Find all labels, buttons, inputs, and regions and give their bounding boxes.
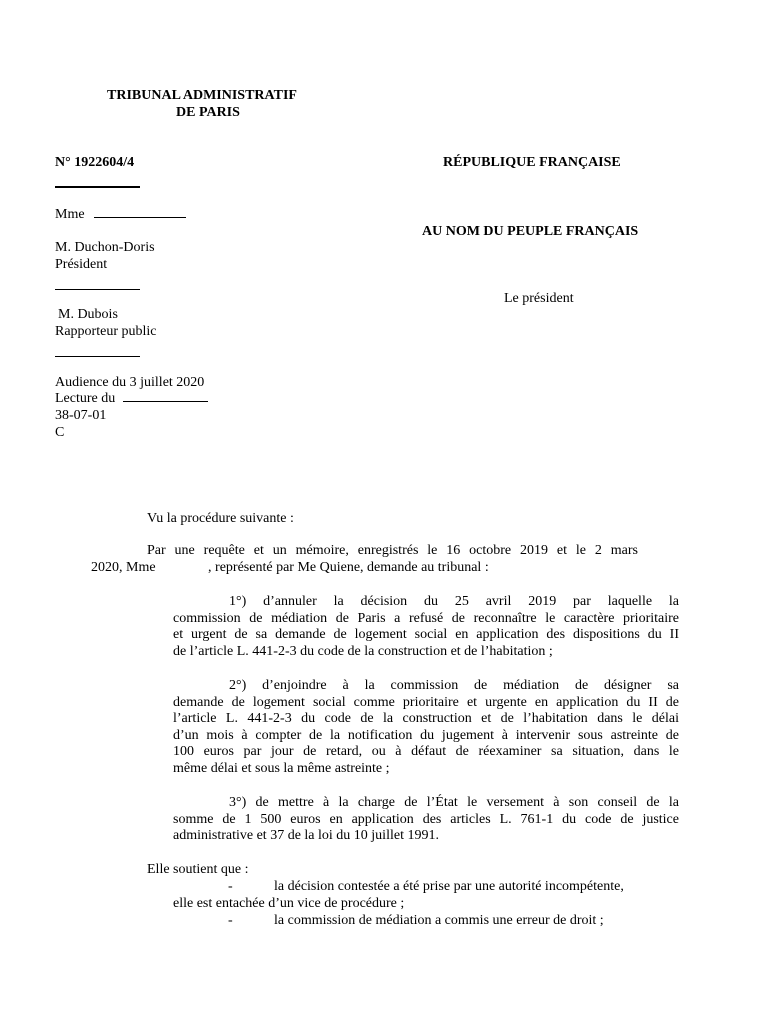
rapporteur-name: M. Dubois (58, 307, 118, 322)
applicant-prefix: Mme (55, 207, 85, 222)
point-2-line: l’article L. 441-2-3 du code de la construction et de l’habitation dans le délai (173, 711, 679, 726)
applicant-name-blank (94, 217, 186, 218)
argument-2-line-1: la commission de médiation a commis une erreur de droit ; (274, 913, 604, 928)
republic-heading: RÉPUBLIQUE FRANÇAISE (443, 155, 621, 170)
court-name-line1: TRIBUNAL ADMINISTRATIF (107, 88, 297, 103)
rapporteur-title: Rapporteur public (55, 324, 157, 339)
request-paragraph-first (147, 543, 638, 560)
point-2-line: d’un mois à compter de la notification du jugement à intervenir sous astreinte de (173, 727, 679, 743)
publication-letter: C (55, 425, 65, 440)
case-number: N° 1922604/4 (55, 155, 135, 170)
request-line: Par une requête et un mémoire, enregistrés le 16 octobre 2019 et le 2 mars (147, 543, 638, 558)
classification-code: 38-07-01 (55, 408, 107, 423)
court-name-line2: DE PARIS (176, 105, 240, 120)
judge-role: Le président (504, 291, 574, 306)
point-1-line: de l’article L. 441-2-3 du code de la construction et de l’habitation ; (173, 643, 553, 659)
point-2-line: 2°) d’enjoindre à la commission de médiation de désigner sa (229, 678, 679, 693)
sidebar-divider-2 (55, 356, 140, 357)
case-number-divider (55, 186, 140, 188)
point-2-line: même délai et sous la même astreinte ; (173, 760, 390, 776)
point-1-line: 1°) d’annuler la décision du 25 avril 2019 par laquelle la (229, 594, 679, 609)
argues-heading: Elle soutient que : (147, 862, 249, 877)
point-2-line: 100 euros par jour de retard, ou à défaut de réexaminer sa situation, dans le (173, 744, 679, 759)
request-line-2: 2020, Mme , représenté par Me Quiene, demande au tribunal : (91, 560, 489, 575)
point-2 (173, 678, 679, 777)
point-3-line: 3°) de mettre à la charge de l’État le versement à son conseil de la (229, 795, 679, 810)
point-3-line: administrative et 37 de la loi du 10 juillet 1991. (173, 828, 439, 843)
applicant-line (55, 207, 186, 224)
point-3-line: somme de 1 500 euros en application des articles L. 761-1 du code de justice (173, 811, 679, 827)
point-1-line: commission de médiation de Paris a refusé de reconnaître le caractère prioritaire (173, 610, 679, 626)
president-title: Président (55, 257, 108, 272)
point-1 (173, 594, 679, 660)
president-name: M. Duchon-Doris (55, 240, 155, 255)
people-heading: AU NOM DU PEUPLE FRANÇAIS (422, 224, 639, 239)
reading-line (55, 391, 208, 408)
hearing-date: Audience du 3 juillet 2020 (55, 375, 205, 390)
reading-date-blank (123, 401, 208, 402)
argument-1-line-1: la décision contestée a été prise par une autorité incompétente, (274, 879, 624, 894)
reading-prefix: Lecture du (55, 391, 116, 406)
argument-2-dash: - (228, 913, 233, 928)
point-1-line: et urgent de sa demande de logement social en application des dispositions du II (173, 627, 679, 642)
argument-1-dash: - (228, 879, 233, 894)
sidebar-divider-1 (55, 289, 140, 290)
point-3 (173, 795, 679, 845)
procedure-intro: Vu la procédure suivante : (147, 511, 294, 526)
argument-1-line-2: elle est entachée d’un vice de procédure ; (173, 896, 405, 911)
point-2-line: demande de logement social comme prioritaire et urgente en application du II de (173, 694, 679, 710)
